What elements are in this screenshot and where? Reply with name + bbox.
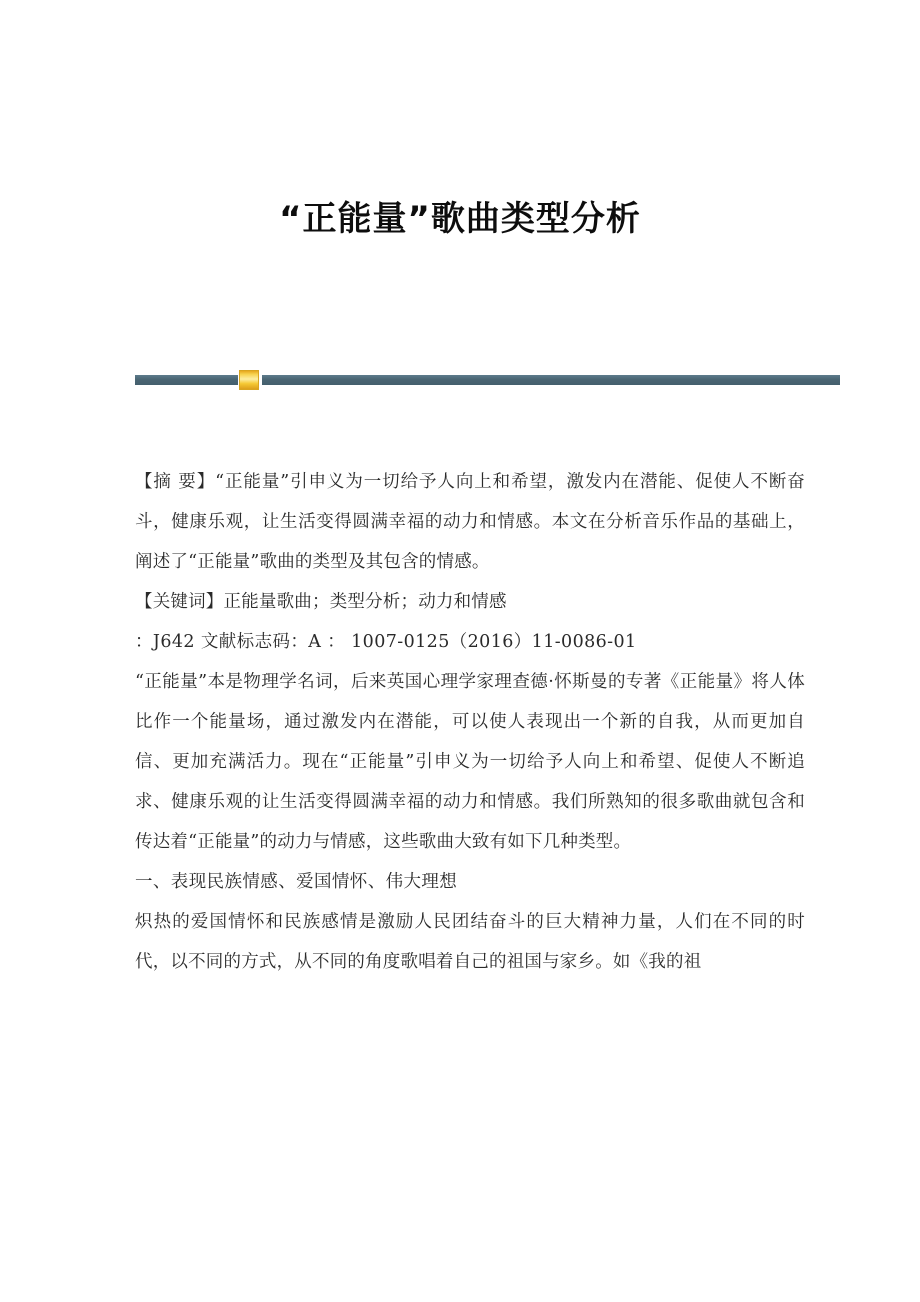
introduction-paragraph: “正能量”本是物理学名词，后来英国心理学家理查德·怀斯曼的专著《正能量》将人体比作一个能量场，通过激发内在潜能，可以使人表现出一个新的自我，从而更加自信、更加充满活力。现在“正能量”引申义为一切给予人向上和希望、促使人不断追求、健康乐观的让生活变得圆满幸福的动力和情感。我们所熟知的很多歌曲就包含和传达着“正能量”的动力与情感，这些歌曲大致有如下几种类型。 [135, 672, 805, 852]
keywords-paragraph: 【关键词】正能量歌曲；类型分析；动力和情感 [135, 592, 507, 612]
page-title: “正能量”歌曲类型分析 [279, 199, 641, 239]
decorative-divider [135, 370, 840, 390]
gold-gem-ornament-icon [239, 370, 259, 390]
section-one-paragraph: 炽热的爱国情怀和民族感情是激励人民团结奋斗的巨大精神力量，人们在不同的时代，以不同的方式，从不同的角度歌唱着自己的祖国与家乡。如《我的祖 [135, 912, 805, 972]
classification-code-line: ：J642 文献标志码：A ： 1007-0125（2016）11-0086-01 [135, 632, 637, 652]
divider-bar-right [262, 375, 840, 385]
abstract-paragraph: 【摘 要】“正能量”引申义为一切给予人向上和希望，激发内在潜能、促使人不断奋斗，健康乐观，让生活变得圆满幸福的动力和情感。本文在分析音乐作品的基础上，阐述了“正能量”歌曲的类型及其包含的情感。 [135, 472, 805, 572]
document-body [135, 462, 805, 982]
section-heading-one: 一、表现民族情感、爱国情怀、伟大理想 [135, 872, 458, 892]
divider-bar-left [135, 375, 238, 385]
